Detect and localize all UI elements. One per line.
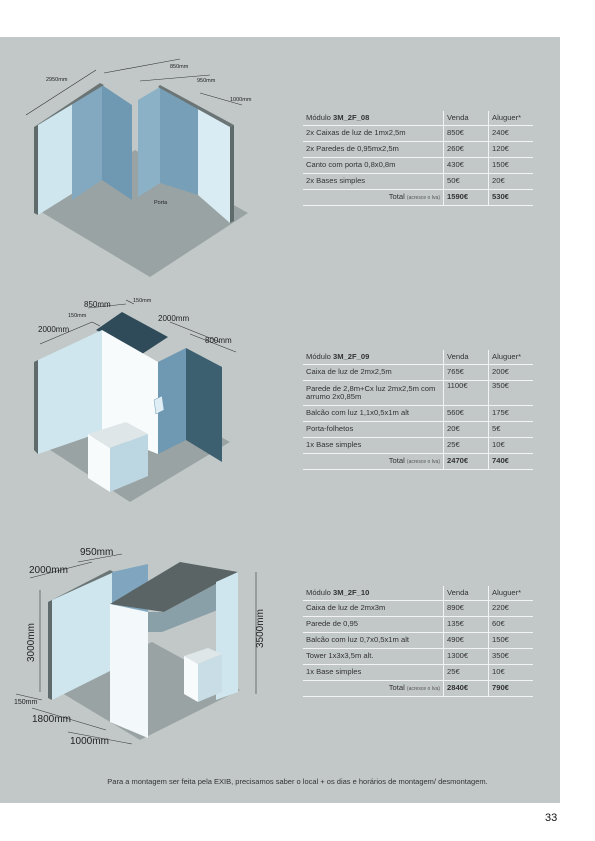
total-row	[303, 681, 533, 697]
item-cell: Caixa de luz de 2mx3m	[303, 601, 444, 617]
price-table-3m-2f-10	[303, 586, 533, 697]
module-name: Módulo 3M_2F_10	[303, 586, 444, 601]
table-row	[303, 158, 533, 174]
venda-cell: 1300€	[444, 649, 489, 665]
total-label-cell: Total (acresce o Iva)	[303, 454, 444, 470]
item-cell: 2x Caixas de luz de 1mx2,5m	[303, 126, 444, 142]
table-header	[303, 586, 533, 601]
col-venda-header: Venda	[444, 350, 489, 365]
back-wall-mid	[102, 85, 132, 200]
table-row	[303, 617, 533, 633]
price-table-3m-2f-08	[303, 111, 533, 206]
venda-cell: 20€	[444, 422, 489, 438]
dimension-label: 1000mm	[70, 736, 109, 747]
table-row	[303, 126, 533, 142]
total-aluguer: 530€	[489, 190, 534, 206]
table-row	[303, 601, 533, 617]
aluguer-cell: 60€	[489, 617, 534, 633]
item-cell: 2x Bases simples	[303, 174, 444, 190]
total-venda: 1590€	[444, 190, 489, 206]
stand-illustration-3m-2f-09	[30, 292, 255, 517]
table-row	[303, 406, 533, 422]
table-row	[303, 174, 533, 190]
item-cell: Parede de 0,95	[303, 617, 444, 633]
aluguer-cell: 5€	[489, 422, 534, 438]
item-cell: Balcão com luz 0,7x0,5x1m alt	[303, 633, 444, 649]
table-header	[303, 350, 533, 365]
col-aluguer-header: Aluguer*	[489, 111, 534, 126]
total-row	[303, 454, 533, 470]
dimension-label: 1000mm	[230, 97, 252, 103]
total-aluguer: 790€	[489, 681, 534, 697]
total-venda: 2470€	[444, 454, 489, 470]
dimension-label: 2000mm	[38, 325, 70, 334]
venda-cell: 560€	[444, 406, 489, 422]
dimension-label: 850mm	[84, 300, 111, 309]
table-row	[303, 381, 533, 406]
total-label-cell: Total (acresce o Iva)	[303, 681, 444, 697]
dimension-label: 150mm	[133, 298, 152, 304]
dimension-label: 850mm	[170, 64, 189, 70]
aluguer-cell: 150€	[489, 158, 534, 174]
price-table-3m-2f-09	[303, 350, 533, 470]
dimension-label: 800mm	[205, 336, 232, 345]
door-corner	[138, 87, 160, 197]
tower-front	[110, 604, 148, 738]
table-row	[303, 633, 533, 649]
col-aluguer-header: Aluguer*	[489, 350, 534, 365]
item-cell: Caixa de luz de 2mx2,5m	[303, 365, 444, 381]
table-row	[303, 142, 533, 158]
col-venda-header: Venda	[444, 586, 489, 601]
total-aluguer: 740€	[489, 454, 534, 470]
total-label-cell: Total (acresce o Iva)	[303, 190, 444, 206]
venda-cell: 25€	[444, 665, 489, 681]
counter-front	[184, 656, 198, 702]
table-row	[303, 365, 533, 381]
dimension-label: 1800mm	[32, 714, 71, 725]
venda-cell: 1100€	[444, 381, 489, 406]
aluguer-cell: 350€	[489, 381, 534, 406]
item-cell: Canto com porta 0,8x0,8m	[303, 158, 444, 174]
dimension-label: 950mm	[197, 78, 216, 84]
item-cell: Porta-folhetos	[303, 422, 444, 438]
venda-cell: 260€	[444, 142, 489, 158]
aluguer-cell: 10€	[489, 665, 534, 681]
aluguer-cell: 120€	[489, 142, 534, 158]
dimension-label: 3500mm	[255, 609, 266, 648]
venda-cell: 490€	[444, 633, 489, 649]
table-row	[303, 438, 533, 454]
col-venda-header: Venda	[444, 111, 489, 126]
total-venda: 2840€	[444, 681, 489, 697]
aluguer-cell: 20€	[489, 174, 534, 190]
col-aluguer-header: Aluguer*	[489, 586, 534, 601]
dimension-label: 150mm	[68, 313, 87, 319]
table-row	[303, 665, 533, 681]
venda-cell: 25€	[444, 438, 489, 454]
footer-note: Para a montagem ser feita pela EXIB, precisamos saber o local + os dias e horários de montagem/ desmontagem.	[107, 777, 488, 786]
dimension-label: 3000mm	[26, 623, 37, 662]
venda-cell: 890€	[444, 601, 489, 617]
aluguer-cell: 150€	[489, 633, 534, 649]
door-label: Porta	[154, 200, 168, 206]
dimension-label: 2950mm	[46, 77, 68, 83]
item-cell: 2x Paredes de 0,95mx2,5m	[303, 142, 444, 158]
dimension-label: 150mm	[14, 699, 38, 706]
page-number: 33	[545, 812, 558, 824]
dimension-label: 2000mm	[29, 565, 68, 576]
table-header	[303, 111, 533, 126]
venda-cell: 850€	[444, 126, 489, 142]
dimension-label: 950mm	[80, 547, 114, 558]
module-name: Módulo 3M_2F_08	[303, 111, 444, 126]
table-row	[303, 649, 533, 665]
venda-cell: 135€	[444, 617, 489, 633]
aluguer-cell: 10€	[489, 438, 534, 454]
aluguer-cell: 175€	[489, 406, 534, 422]
stand-illustration-3m-2f-10	[12, 542, 267, 752]
stand-illustration-3m-2f-08	[20, 55, 260, 280]
venda-cell: 50€	[444, 174, 489, 190]
table-row	[303, 422, 533, 438]
venda-cell: 765€	[444, 365, 489, 381]
venda-cell: 430€	[444, 158, 489, 174]
aluguer-cell: 220€	[489, 601, 534, 617]
total-row	[303, 190, 533, 206]
aluguer-cell: 350€	[489, 649, 534, 665]
item-cell: 1x Base simples	[303, 438, 444, 454]
back-wall-left	[72, 85, 102, 200]
item-cell: Balcão com luz 1,1x0,5x1m alt	[303, 406, 444, 422]
item-cell: Parede de 2,8m+Cx luz 2mx2,5m com arrumo 2x0,85m	[303, 381, 444, 406]
item-cell: Tower 1x3x3,5m alt.	[303, 649, 444, 665]
dimension-label: 2000mm	[158, 314, 190, 323]
item-cell: 1x Base simples	[303, 665, 444, 681]
aluguer-cell: 200€	[489, 365, 534, 381]
aluguer-cell: 240€	[489, 126, 534, 142]
module-name: Módulo 3M_2F_09	[303, 350, 444, 365]
